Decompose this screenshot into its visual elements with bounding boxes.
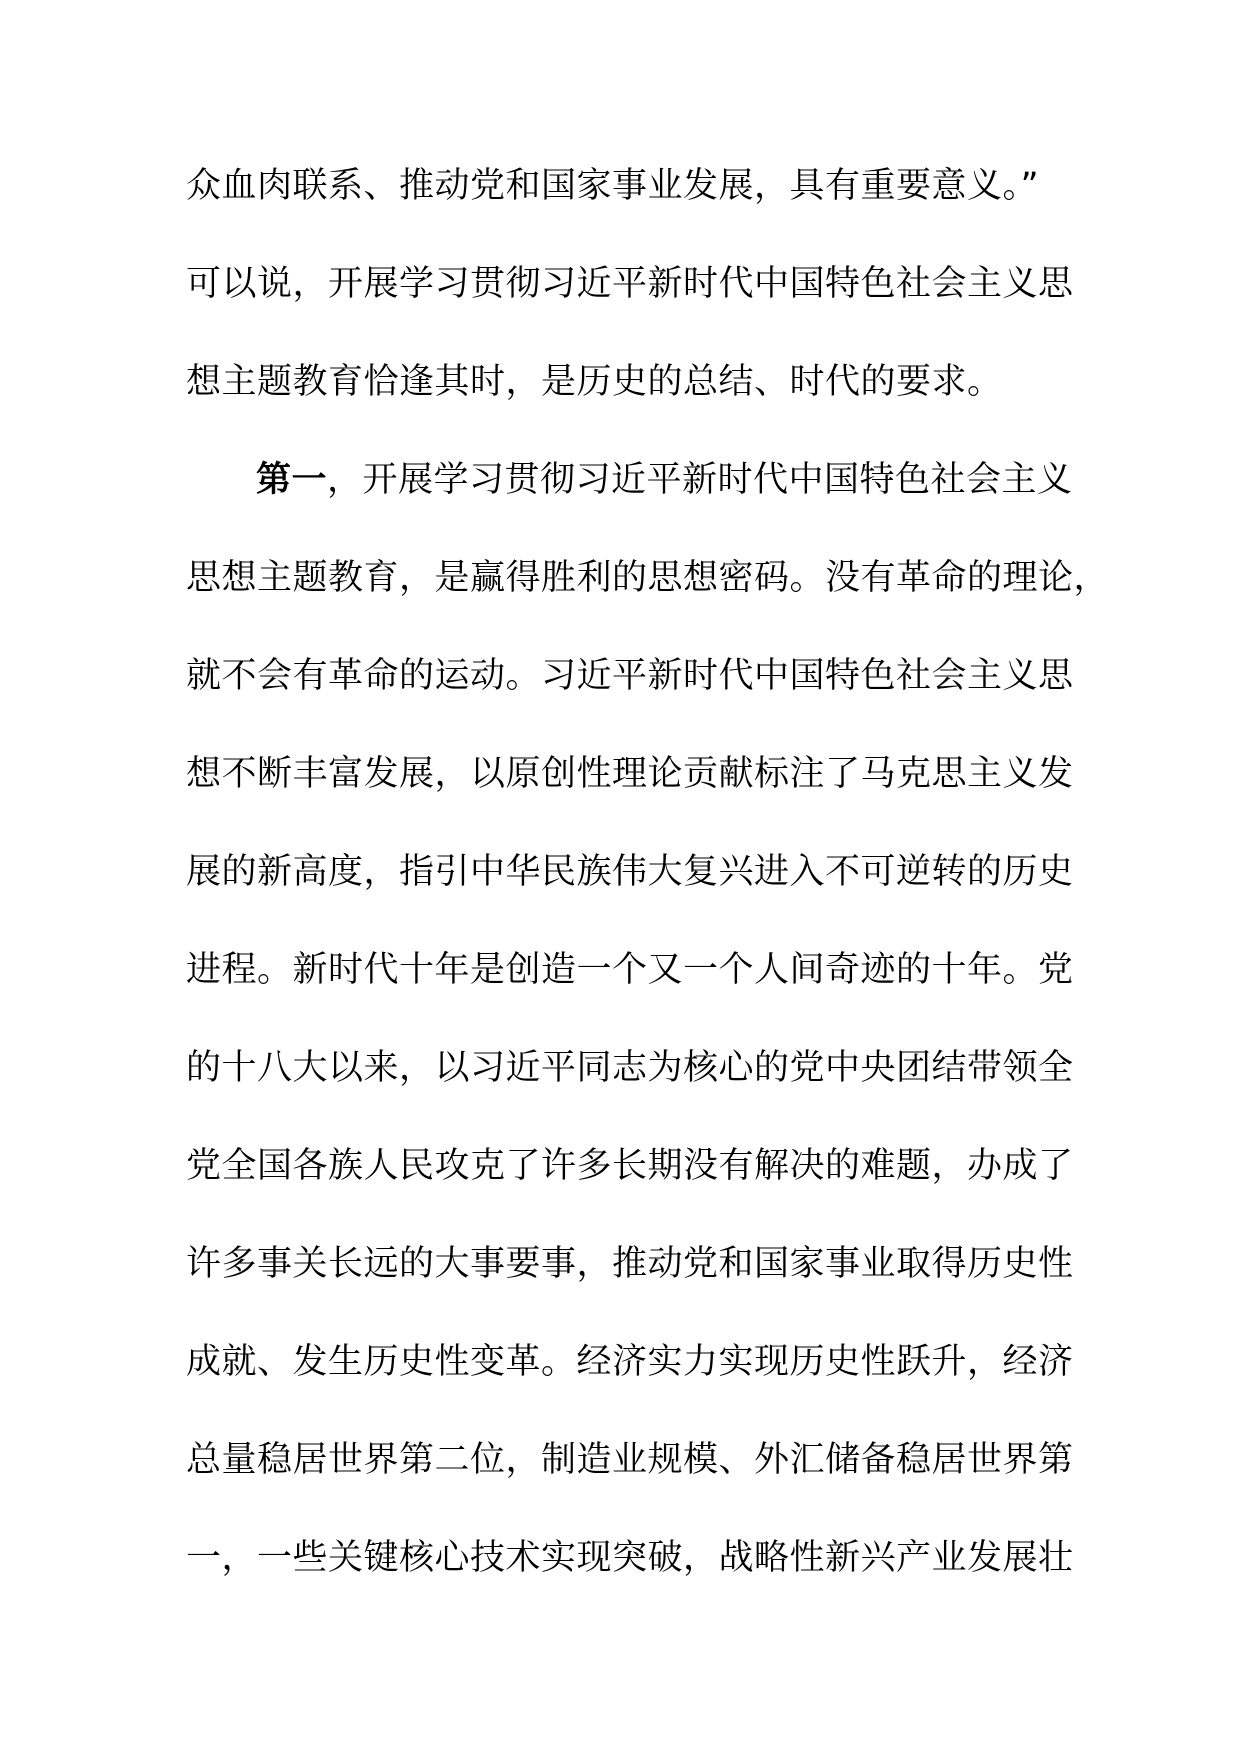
paragraph-line: 众血肉联系、推动党和国家事业发展，具有重要意义。”: [186, 166, 1040, 206]
paragraph-line: 就不会有革命的运动。习近平新时代中国特色社会主义思: [186, 656, 1074, 696]
paragraph-line: 党全国各族人民攻克了许多长期没有解决的难题，办成了: [186, 1146, 1074, 1186]
paragraph-line: 进程。新时代十年是创造一个又一个人间奇迹的十年。党: [186, 950, 1074, 990]
paragraph-line: 想主题教育恰逢其时，是历史的总结、时代的要求。: [186, 362, 1003, 402]
paragraph-line: 一，一些关键核心技术实现突破，战略性新兴产业发展壮: [186, 1538, 1074, 1578]
paragraph-line: 可以说，开展学习贯彻习近平新时代中国特色社会主义思: [186, 264, 1074, 304]
paragraph-line: 许多事关长远的大事要事，推动党和国家事业取得历史性: [186, 1244, 1074, 1284]
paragraph-line: 总量稳居世界第二位，制造业规模、外汇储备稳居世界第: [186, 1440, 1074, 1480]
paragraph-first-line: [256, 450, 1076, 510]
paragraph-lead-bold: 第一: [256, 460, 328, 500]
paragraph-line-text: ，开展学习贯彻习近平新时代中国特色社会主义: [327, 460, 1073, 500]
paragraph-line: 的十八大以来，以习近平同志为核心的党中央团结带领全: [186, 1048, 1074, 1088]
paragraph-line: 思想主题教育，是赢得胜利的思想密码。没有革命的理论，: [186, 558, 1110, 598]
paragraph-line: 展的新高度，指引中华民族伟大复兴进入不可逆转的历史: [186, 852, 1074, 892]
paragraph-line: 成就、发生历史性变革。经济实力实现历史性跃升，经济: [186, 1342, 1074, 1382]
paragraph-line: 想不断丰富发展，以原创性理论贡献标注了马克思主义发: [186, 754, 1074, 794]
